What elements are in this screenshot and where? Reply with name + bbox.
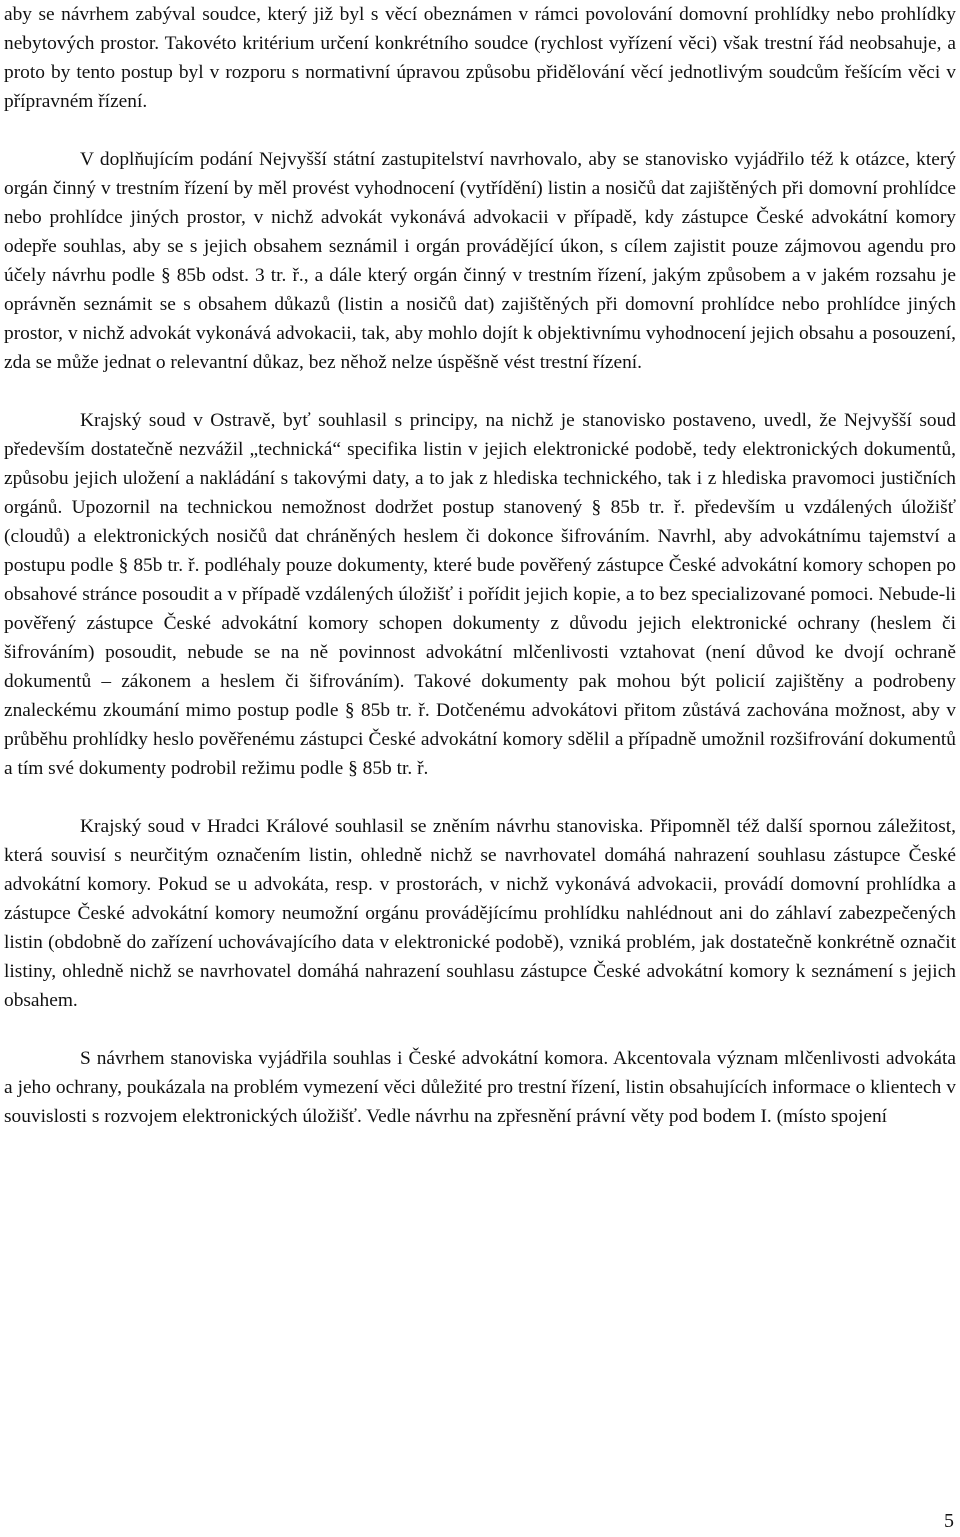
paragraph-spacer (4, 1015, 956, 1044)
paragraph-supplementary-submission: V doplňujícím podání Nejvyšší státní zastupitelství navrhovalo, aby se stanovisko vyjádřilo též k otázce, který orgán činný v trestním řízení by měl provést vyhodnocení (vytřídění) listin a nosičů dat zajištěných při domovní prohlídce nebo prohlídce jiných prostor, v nichž advokát vykonává advokacii v případě, kdy zástupce České advokátní komory odepře souhlas, aby se s jejich obsahem seznámil i orgán provádějící úkon, s cílem zajistit pouze zájmovou agendu pro účely návrhu podle § 85b odst. 3 tr. ř., a dále který orgán činný v trestním řízení, jakým způsobem a v jakém rozsahu je oprávněn seznámit se s obsahem důkazů (listin a nosičů dat) zajištěných při domovní prohlídce nebo prohlídce jiných prostor, v nichž advokát vykonává advokacii, tak, aby mohlo dojít k objektivnímu vyhodnocení jejich obsahu a posouzení, zda se může jednat o relevantní důkaz, bez něhož nelze úspěšně vést trestní řízení. (4, 149, 956, 373)
paragraph-continuation: aby se návrhem zabýval soudce, který již byl s věcí obeznámen v rámci povolování domovní prohlídky nebo prohlídky nebytových prostor. Takovéto kritérium určení konkrétního soudce (rychlost vyřízení věci) však trestní řád neobsahuje, a proto by tento postup byl v rozporu s normativní úpravou způsobu přidělování věcí jednotlivým soudcům řešícím věci v přípravném řízení. (4, 4, 956, 112)
page-number: 5 (944, 1510, 954, 1532)
paragraph-spacer (4, 783, 956, 812)
document-body (4, 0, 956, 1131)
paragraph-ostrava-court: Krajský soud v Ostravě, byť souhlasil s principy, na nichž je stanovisko postaveno, uvedl, že Nejvyšší soud především dostatečně nezvážil „technická“ specifika listin v jejich elektronické podobě, tedy elektronických dokumentů, způsobu jejich uložení a nakládání s takovými daty, a to jak z hlediska technického, tak i z hlediska pravomoci justičních orgánů. Upozornil na technickou nemožnost dodržet postup stanovený § 85b tr. ř. především u vzdálených úložišť (cloudů) a elektronických nosičů dat chráněných heslem či dokonce šifrováním. Navrhl, aby advokátnímu tajemství a postupu podle § 85b tr. ř. podléhaly pouze dokumenty, které bude pověřený zástupce České advokátní komory schopen po obsahové stránce posoudit a v případě vzdálených úložišť i pořídit jejich kopie, a to bez specializované pomoci. Nebude-li pověřený zástupce České advokátní komory schopen dokumenty z důvodu jejich elektronické ochrany (heslem či šifrováním) posoudit, nebude se na ně povinnost advokátní mlčenlivosti vztahovat (není důvod ke dvojí ochraně dokumentů – zákonem a heslem či šifrováním). Takové dokumenty pak mohou být policií zajištěny a podrobeny znaleckému zkoumání mimo postup podle § 85b tr. ř. Dotčenému advokátovi přitom zůstává zachována možnost, aby v průběhu prohlídky heslo pověřenému zástupci České advokátní komory sdělil a případně umožnil rozšifrování dokumentů a tím své dokumenty podrobil režimu podle § 85b tr. ř. (4, 410, 956, 779)
paragraph-spacer (4, 116, 956, 145)
paragraph-spacer (4, 377, 956, 406)
paragraph-hradec-kralove-court: Krajský soud v Hradci Králové souhlasil se zněním návrhu stanoviska. Připomněl též další spornou záležitost, která souvisí s neurčitým označením listin, ohledně nichž se navrhovatel domáhá nahrazení souhlasu zástupce České advokátní komory. Pokud se u advokáta, resp. v prostorách, v nichž vykonává advokacii, provádí domovní prohlídka a zástupce České advokátní komory neumožní orgánu provádějícímu prohlídku nahlédnout ani do záhlaví zabezpečených listin (obdobně do zařízení uchovávajícího data v elektronické podobě), vzniká problém, jak dostatečně konkrétně označit listiny, ohledně nichž se navrhovatel domáhá nahrazení souhlasu zástupce České advokátní komory k seznámení s jejich obsahem. (4, 816, 956, 1011)
paragraph-bar-association: S návrhem stanoviska vyjádřila souhlas i České advokátní komora. Akcentovala význam mlčenlivosti advokáta a jeho ochrany, poukázala na problém vymezení věci důležité pro trestní řízení, listin obsahujících informace o klientech v souvislosti s rozvojem elektronických úložišť. Vedle návrhu na zpřesnění právní věty pod bodem I. (místo spojení (4, 1048, 956, 1127)
